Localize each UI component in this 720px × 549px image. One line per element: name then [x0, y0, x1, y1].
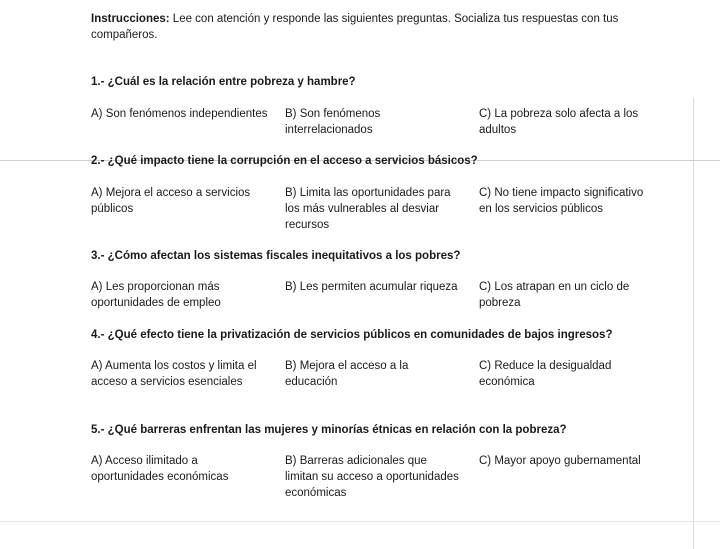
question-3-option-c[interactable]: C) Los atrapan en un ciclo de pobreza — [479, 281, 630, 309]
page-edge-bottom — [0, 521, 720, 522]
question-4-option-b[interactable]: B) Mejora el acceso a la educación — [285, 360, 409, 388]
question-1-option-a[interactable]: A) Son fenómenos independientes — [91, 108, 268, 120]
question-5-title: 5.- ¿Qué barreras enfrentan las mujeres y minorías étnicas en relación con la pobreza? — [91, 424, 567, 436]
question-1-title: 1.- ¿Cuál es la relación entre pobreza y hambre? — [91, 76, 356, 88]
question-3-title: 3.- ¿Cómo afectan los sistemas fiscales inequitativos a los pobres? — [91, 250, 461, 262]
question-3-option-b[interactable]: B) Les permiten acumular riqueza — [285, 281, 458, 293]
question-4-title: 4.- ¿Qué efecto tiene la privatización de servicios públicos en comunidades de bajos ingresos? — [91, 329, 613, 341]
question-5-option-a[interactable]: A) Acceso ilimitado a oportunidades económicas — [91, 455, 229, 483]
question-4-option-a[interactable]: A) Aumenta los costos y limita el acceso a servicios esenciales — [91, 360, 257, 388]
question-2-option-a[interactable]: A) Mejora el acceso a servicios públicos — [91, 187, 251, 215]
question-5-option-b[interactable]: B) Barreras adicionales que limitan su acceso a oportunidades económicas — [285, 455, 459, 499]
question-2-title: 2.- ¿Qué impacto tiene la corrupción en el acceso a servicios básicos? — [91, 155, 478, 167]
question-3-option-a[interactable]: A) Les proporcionan más oportunidades de empleo — [91, 281, 221, 309]
instructions-label: Instrucciones: — [91, 13, 170, 25]
question-2-option-b[interactable]: B) Limita las oportunidades para los más vulnerables al desviar recursos — [285, 187, 451, 231]
instructions — [91, 11, 651, 43]
question-4-option-c[interactable]: C) Reduce la desigualdad económica — [479, 360, 612, 388]
instructions-text: Lee con atención y responde las siguientes preguntas. Socializa tus respuestas con tus compañeros. — [91, 13, 619, 41]
question-1-option-c[interactable]: C) La pobreza solo afecta a los adultos — [479, 108, 639, 136]
question-5-option-c[interactable]: C) Mayor apoyo gubernamental — [479, 455, 641, 467]
page-edge-right — [693, 98, 694, 549]
question-2-option-c[interactable]: C) No tiene impacto significativo en los servicios públicos — [479, 187, 644, 215]
question-1-option-b[interactable]: B) Son fenómenos interrelacionados — [285, 108, 381, 136]
